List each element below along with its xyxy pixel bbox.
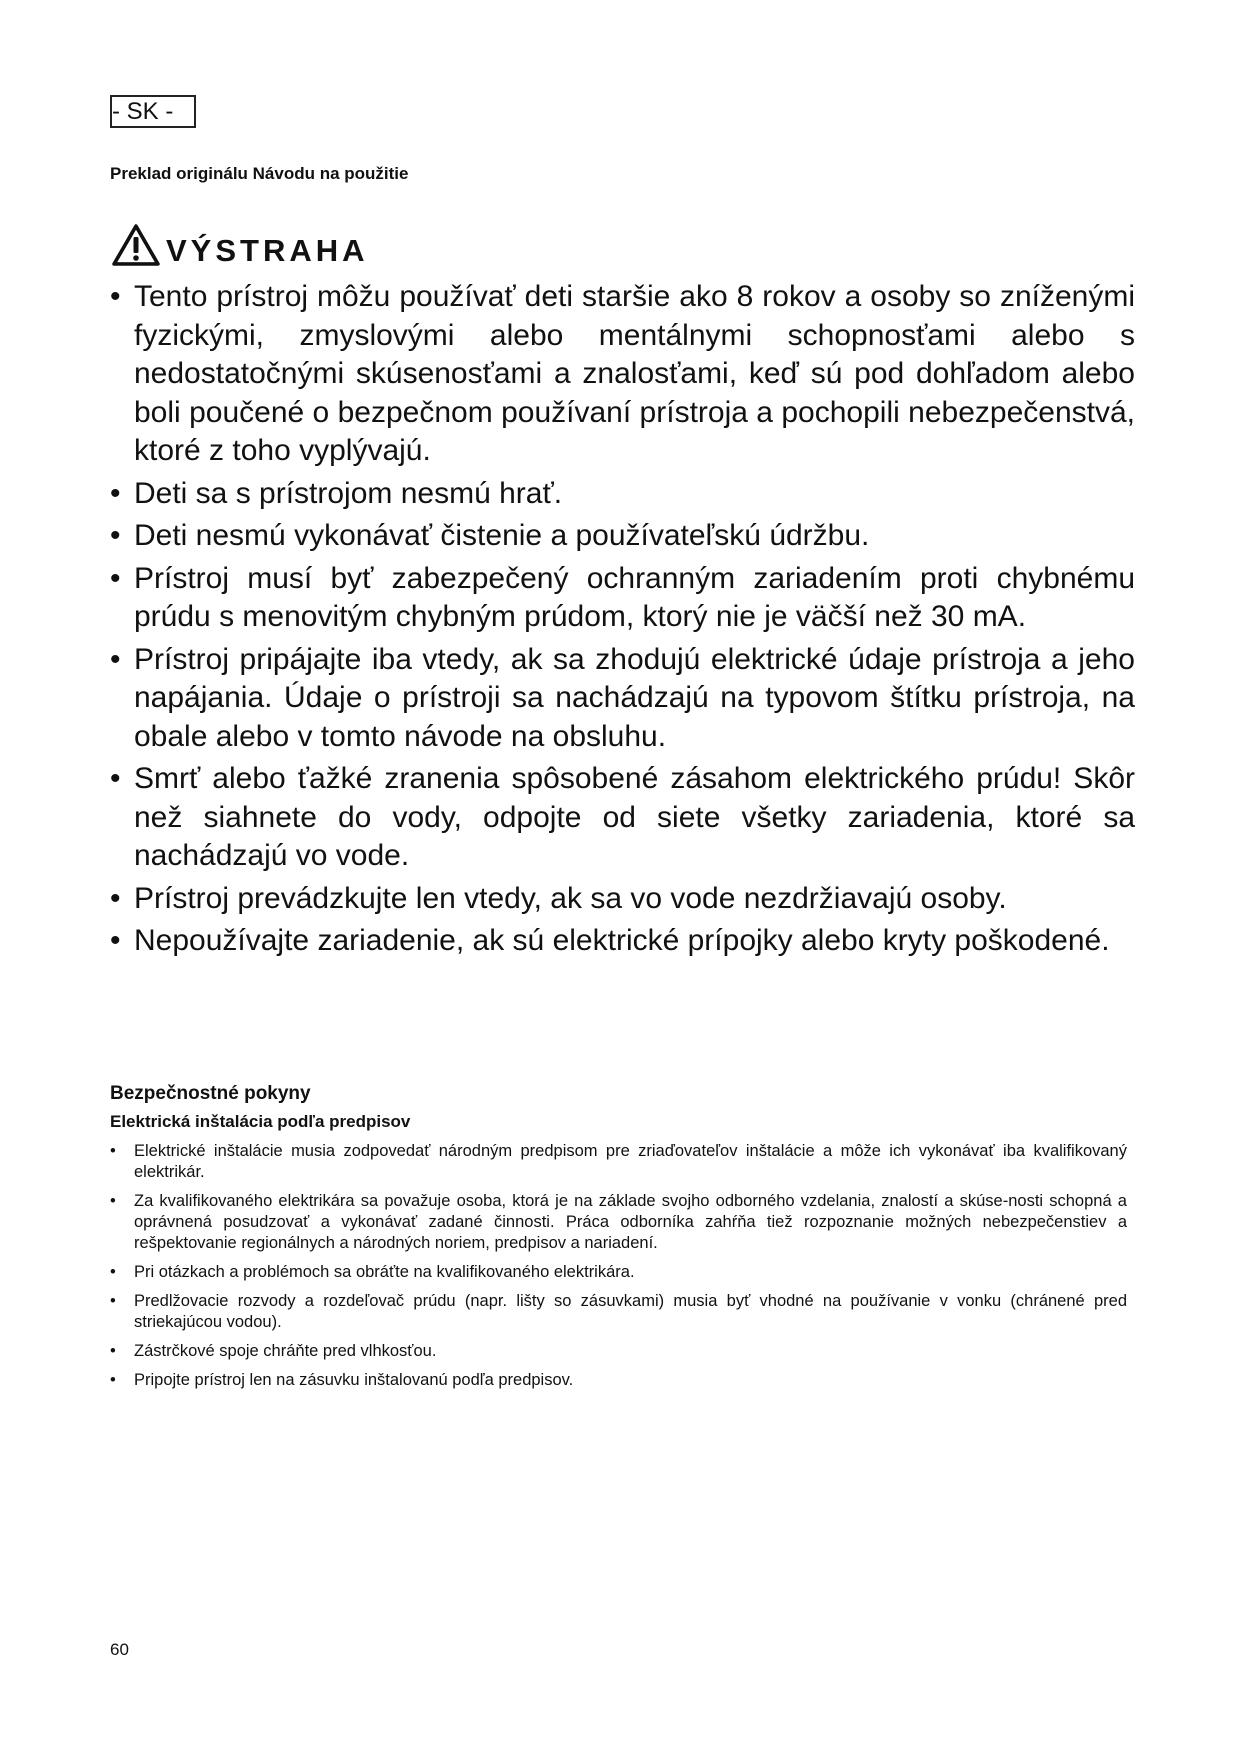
safety-item: • Pripojte prístroj len na zásuvku inštalovanú podľa predpisov. bbox=[110, 1370, 1127, 1391]
warning-list bbox=[110, 278, 1135, 965]
safety-list bbox=[110, 1141, 1127, 1399]
safety-item: • Za kvalifikovaného elektrikára sa považuje osoba, ktorá je na základe svojho odborného vzdelania, znalostí a skúse-nosti schopná a oprávnená posudzovať a vykonávať zadané činnosti. Práca odborníka zahŕňa tiež rozpoznanie možných nebezpečenstiev a rešpektovanie regionálnych a národných noriem, predpisov a nariadení. bbox=[110, 1191, 1127, 1254]
warning-triangle-icon bbox=[110, 222, 162, 268]
warning-item: • Prístroj musí byť zabezpečený ochranným zariadením proti chybnému prúdu s menovitým chybným prúdom, ktorý nie je väčší než 30 mA. bbox=[110, 560, 1135, 637]
document-subtitle: Preklad originálu Návodu na použitie bbox=[110, 164, 409, 183]
warning-item: • Deti sa s prístrojom nesmú hrať. bbox=[110, 475, 1135, 514]
warning-title: VÝSTRAHA bbox=[166, 233, 369, 268]
page-number: 60 bbox=[110, 1640, 129, 1659]
safety-item: • Predlžovacie rozvody a rozdeľovač prúdu (napr. lišty so zásuvkami) musia byť vhodné na používanie v vonku (chránené pred striekajúcou vodou). bbox=[110, 1291, 1127, 1333]
warning-item: • Tento prístroj môžu používať deti staršie ako 8 rokov a osoby so zníženými fyzickými, zmyslovými alebo mentálnymi schopnosťami alebo s nedostatočnými skúsenosťami a znalosťami, keď sú pod dohľadom alebo boli poučené o bezpečnom používaní prístroja a pochopili nebezpečenstvá, ktoré z toho vyplývajú. bbox=[110, 278, 1135, 471]
electrical-installation-subtitle: Elektrická inštalácia podľa predpisov bbox=[110, 1112, 411, 1131]
warning-item: • Deti nesmú vykonávať čistenie a používateľskú údržbu. bbox=[110, 517, 1135, 556]
language-tag: - SK - bbox=[110, 95, 196, 128]
safety-item: • Pri otázkach a problémoch sa obráťte na kvalifikovaného elektrikára. bbox=[110, 1262, 1127, 1283]
warning-item: • Nepoužívajte zariadenie, ak sú elektrické prípojky alebo kryty poškodené. bbox=[110, 922, 1135, 961]
safety-item: • Elektrické inštalácie musia zodpovedať národným predpisom pre zriaďovateľov inštalácie a môže ich vykonávať iba kvalifikovaný elektrikár. bbox=[110, 1141, 1127, 1183]
warning-heading bbox=[110, 216, 369, 268]
warning-item: • Prístroj prevádzkujte len vtedy, ak sa vo vode nezdržiavajú osoby. bbox=[110, 880, 1135, 919]
safety-section-title: Bezpečnostné pokyny bbox=[110, 1083, 311, 1104]
warning-item: • Smrť alebo ťažké zranenia spôsobené zásahom elektrického prúdu! Skôr než siahnete do vody, odpojte od siete všetky zariadenia, ktoré sa nachádzajú vo vode. bbox=[110, 760, 1135, 876]
safety-item: • Zástrčkové spoje chráňte pred vlhkosťou. bbox=[110, 1341, 1127, 1362]
warning-item: • Prístroj pripájajte iba vtedy, ak sa zhodujú elektrické údaje prístroja a jeho napájania. Údaje o prístroji sa nachádzajú na typovom štítku prístroja, na obale alebo v tomto návode na obsluhu. bbox=[110, 641, 1135, 757]
